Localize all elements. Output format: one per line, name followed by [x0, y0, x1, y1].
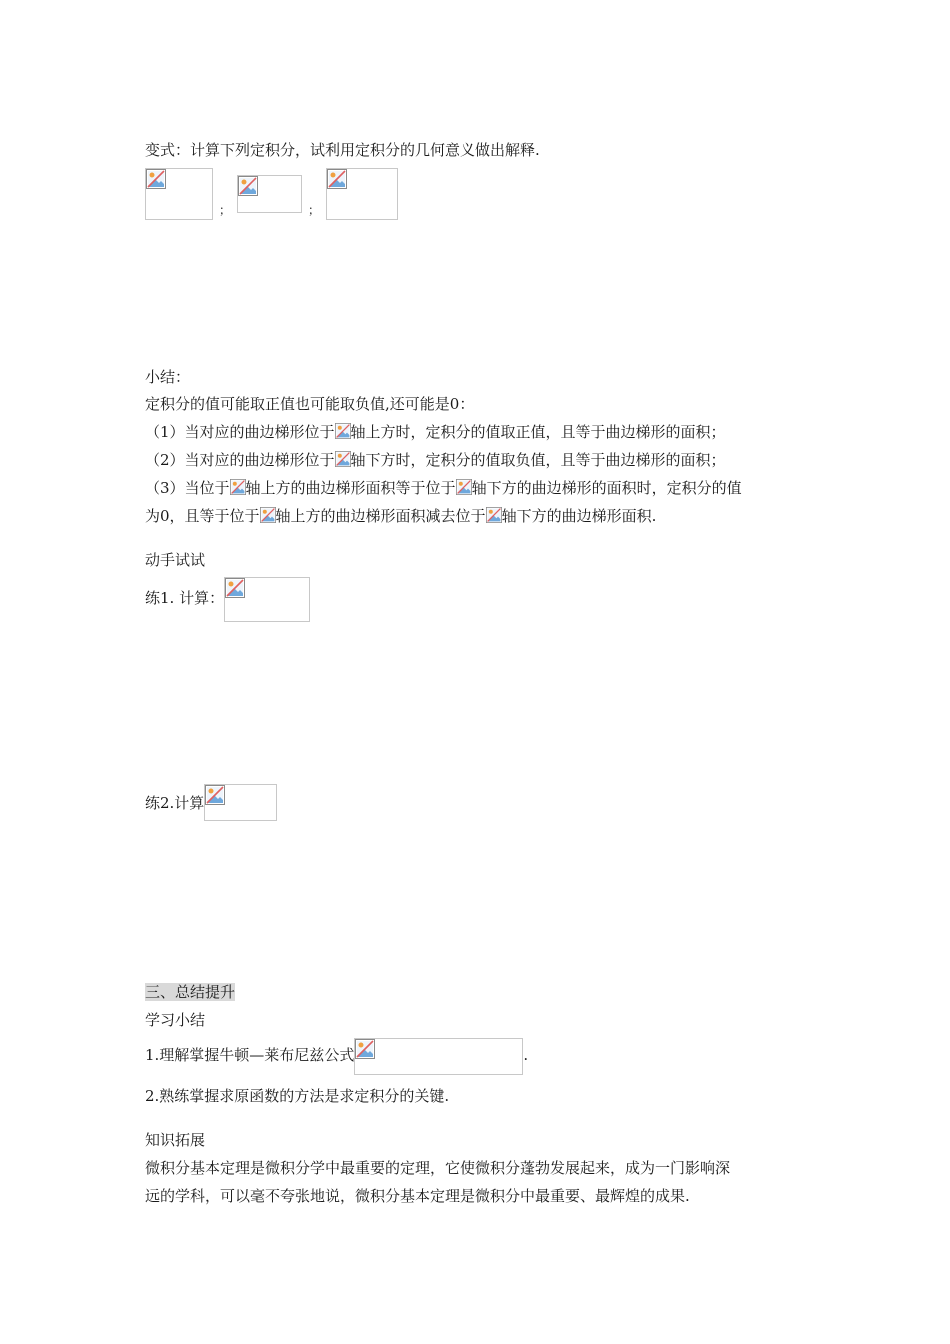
formula-image-1 — [145, 168, 213, 220]
formula-image-newton-leibniz — [354, 1038, 523, 1075]
study-point-1: 1.理解掌握牛顿—莱布尼兹公式 . — [145, 1038, 528, 1075]
summary-intro: 定积分的值可能取正值也可能取负值,还可能是0： — [145, 395, 475, 413]
summary-heading: 小结： — [145, 368, 191, 386]
study-summary-heading: 学习小结 — [145, 1011, 206, 1029]
summary-item-1: （1）当对应的曲边梯形位于 轴上方时，定积分的值取正值，且等于曲边梯形的面积； — [145, 423, 726, 441]
knowledge-line-1: 微积分基本定理是微积分学中最重要的定理，它使微积分蓬勃发展起来，成为一门影响深 — [145, 1159, 731, 1177]
knowledge-heading: 知识拓展 — [145, 1131, 206, 1149]
broken-image-icon — [205, 785, 225, 805]
broken-image-icon — [335, 423, 351, 439]
formula-image-2 — [237, 175, 302, 213]
broken-image-icon — [355, 1039, 375, 1059]
practice-heading: 动手试试 — [145, 551, 206, 569]
broken-image-icon — [335, 451, 351, 467]
summary-item-3: （3）当位于 轴上方的曲边梯形面积等于位于 轴下方的曲边梯形的面积时，定积分的值 — [145, 479, 742, 497]
formula-image-ex2 — [204, 784, 277, 821]
exercise-1: 练1. 计算： — [145, 577, 310, 622]
broken-image-icon — [146, 169, 166, 189]
separator: ； — [219, 203, 232, 217]
variant-title: 变式：计算下列定积分，试利用定积分的几何意义做出解释. — [145, 141, 540, 159]
broken-image-icon — [238, 176, 258, 196]
formula-image-ex1 — [224, 577, 310, 622]
knowledge-line-2: 远的学科，可以毫不夸张地说，微积分基本定理是微积分中最重要、最辉煌的成果. — [145, 1187, 690, 1205]
section-title: 三、总结提升 — [145, 983, 236, 1001]
broken-image-icon — [327, 169, 347, 189]
exercise-2: 练2.计算 — [145, 784, 277, 821]
variant-formulas — [145, 168, 398, 220]
broken-image-icon — [260, 507, 276, 523]
broken-image-icon — [230, 479, 246, 495]
broken-image-icon — [486, 507, 502, 523]
study-point-2: 2.熟练掌握求原函数的方法是求定积分的关键. — [145, 1087, 450, 1105]
separator: ； — [308, 203, 321, 217]
broken-image-icon — [225, 578, 245, 598]
summary-item-3-cont: 为0，且等于位于 轴上方的曲边梯形面积减去位于 轴下方的曲边梯形面积. — [145, 507, 657, 525]
summary-item-2: （2）当对应的曲边梯形位于 轴下方时，定积分的值取负值，且等于曲边梯形的面积； — [145, 451, 726, 469]
broken-image-icon — [456, 479, 472, 495]
formula-image-3 — [326, 168, 398, 220]
